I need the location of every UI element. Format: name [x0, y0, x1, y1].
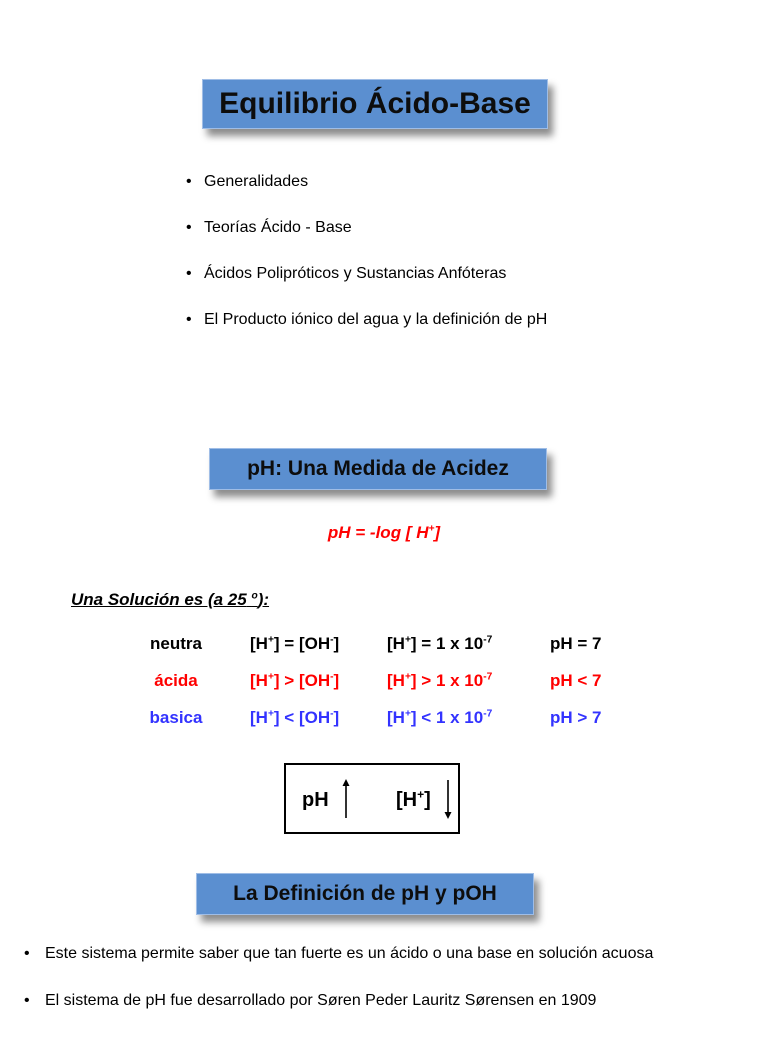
solution-type: neutra — [150, 634, 202, 653]
ph-value: pH = 7 — [550, 634, 602, 653]
table-row — [0, 708, 768, 734]
main-title: Equilibrio Ácido-Base — [202, 79, 548, 129]
box-ph-label: pH — [302, 789, 329, 811]
solution-type: basica — [149, 708, 203, 727]
list-item: • Ácidos Polipróticos y Sustancias Anfóteras — [186, 264, 547, 310]
ion-relation: [H+] < [OH-] — [250, 708, 340, 727]
list-item: • Generalidades — [186, 172, 547, 218]
ion-relation: [H+] > [OH-] — [250, 671, 340, 690]
list-item: • El sistema de pH fue desarrollado por Søren Peder Lauritz Sørensen en 1909 — [24, 991, 653, 1038]
arrow-up-icon — [341, 779, 351, 819]
ph-formula: pH = -log [ H+] — [327, 523, 441, 542]
table-row — [0, 634, 768, 660]
ion-concentration: [H+] = 1 x $10^{-7}$ — [387, 634, 493, 653]
list-item: • Este sistema permite saber que tan fuerte es un ácido o una base en solución acuosa — [24, 944, 653, 991]
topic-list — [186, 172, 547, 356]
ion-concentration: [H+] < 1 x $10^{-7}$ — [387, 708, 493, 727]
list-item: • El Producto iónico del agua y la definición de pH — [186, 310, 547, 356]
solution-heading: Una Solución es (a 25 $^o$): — [71, 590, 270, 609]
table-row — [0, 671, 768, 697]
ph-value: pH > 7 — [550, 708, 602, 727]
ph-h-relation-box — [284, 763, 460, 834]
solution-type: ácida — [154, 671, 198, 690]
list-item: • Teorías Ácido - Base — [186, 218, 547, 264]
arrow-down-icon — [443, 779, 453, 819]
box-h-label: [H+] — [396, 787, 431, 811]
ion-relation: [H+] = [OH-] — [250, 634, 340, 653]
ph-section-title: pH: Una Medida de Acidez — [209, 448, 547, 490]
definition-section-title: La Definición de pH y pOH — [196, 873, 534, 915]
ph-value: pH < 7 — [550, 671, 602, 690]
ion-concentration: [H+] > 1 x $10^{-7}$ — [387, 671, 493, 690]
